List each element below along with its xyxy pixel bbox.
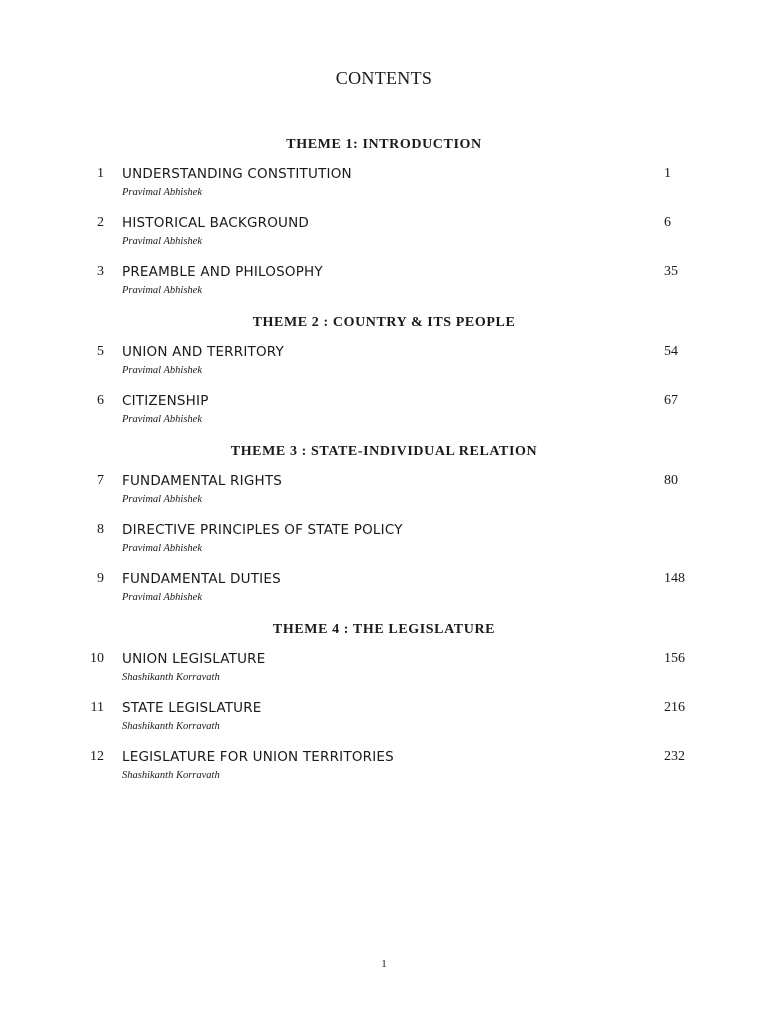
chapter-title[interactable]: UNION LEGISLATURE: [122, 651, 266, 667]
chapter-author: Pravimal Abhishek: [122, 285, 203, 296]
toc-entry[interactable]: [0, 342, 768, 391]
chapter-title[interactable]: PREAMBLE AND PHILOSOPHY: [122, 264, 323, 280]
chapter-author: Pravimal Abhishek: [122, 414, 203, 425]
toc-entry[interactable]: [0, 262, 768, 311]
chapter-number: 8: [97, 522, 104, 537]
chapter-page: 35: [664, 264, 678, 279]
chapter-author: Pravimal Abhishek: [122, 187, 203, 198]
toc-entry[interactable]: [0, 164, 768, 213]
chapter-title[interactable]: UNDERSTANDING CONSTITUTION: [122, 166, 352, 182]
chapter-page: 80: [664, 473, 678, 488]
chapter-author: Pravimal Abhishek: [122, 494, 203, 505]
chapter-author: Shashikanth Korravath: [122, 721, 220, 732]
chapter-page: 54: [664, 344, 678, 359]
chapter-author: Pravimal Abhishek: [122, 365, 203, 376]
chapter-number: 3: [97, 264, 104, 279]
theme-heading: THEME 4 : THE LEGISLATURE: [272, 622, 496, 637]
chapter-title[interactable]: FUNDAMENTAL RIGHTS: [122, 473, 283, 489]
chapter-number: 10: [90, 651, 104, 666]
theme-heading: THEME 1: INTRODUCTION: [286, 137, 482, 152]
chapter-page: 216: [664, 700, 685, 715]
toc-entry[interactable]: [0, 569, 768, 618]
chapter-number: 9: [97, 571, 104, 586]
chapter-page: 156: [664, 651, 685, 666]
chapter-title[interactable]: STATE LEGISLATURE: [122, 700, 262, 716]
chapter-number: 11: [90, 700, 104, 715]
chapter-author: Shashikanth Korravath: [122, 672, 220, 683]
toc-entry[interactable]: [0, 649, 768, 698]
table-of-contents: [0, 135, 768, 796]
chapter-author: Pravimal Abhishek: [122, 236, 203, 247]
chapter-number: 1: [97, 166, 104, 181]
toc-entry[interactable]: [0, 520, 768, 569]
chapter-title[interactable]: DIRECTIVE PRINCIPLES OF STATE POLICY: [122, 522, 403, 538]
page-number: 1: [381, 958, 387, 970]
toc-entry[interactable]: [0, 391, 768, 440]
chapter-author: Pravimal Abhishek: [122, 592, 203, 603]
chapter-page: 148: [664, 571, 685, 586]
chapter-author: Shashikanth Korravath: [122, 770, 220, 781]
theme-heading: THEME 2 : COUNTRY & ITS PEOPLE: [252, 315, 516, 330]
toc-entry[interactable]: [0, 698, 768, 747]
toc-entry[interactable]: [0, 471, 768, 520]
chapter-title[interactable]: FUNDAMENTAL DUTIES: [122, 571, 281, 587]
chapter-number: 7: [97, 473, 104, 488]
page-title: CONTENTS: [335, 68, 433, 88]
chapter-page: 232: [664, 749, 685, 764]
chapter-title[interactable]: CITIZENSHIP: [122, 393, 209, 409]
chapter-number: 6: [97, 393, 104, 408]
chapter-page: 6: [664, 215, 671, 230]
chapter-number: 2: [97, 215, 104, 230]
toc-entry[interactable]: [0, 747, 768, 796]
chapter-page: 1: [664, 166, 671, 181]
toc-entry[interactable]: [0, 213, 768, 262]
chapter-number: 12: [90, 749, 104, 764]
chapter-title[interactable]: LEGISLATURE FOR UNION TERRITORIES: [122, 749, 394, 765]
chapter-number: 5: [97, 344, 104, 359]
chapter-page: 67: [664, 393, 678, 408]
chapter-title[interactable]: UNION AND TERRITORY: [122, 344, 284, 360]
chapter-title[interactable]: HISTORICAL BACKGROUND: [122, 215, 309, 231]
theme-heading: THEME 3 : STATE-INDIVIDUAL RELATION: [230, 444, 538, 459]
chapter-author: Pravimal Abhishek: [122, 543, 203, 554]
